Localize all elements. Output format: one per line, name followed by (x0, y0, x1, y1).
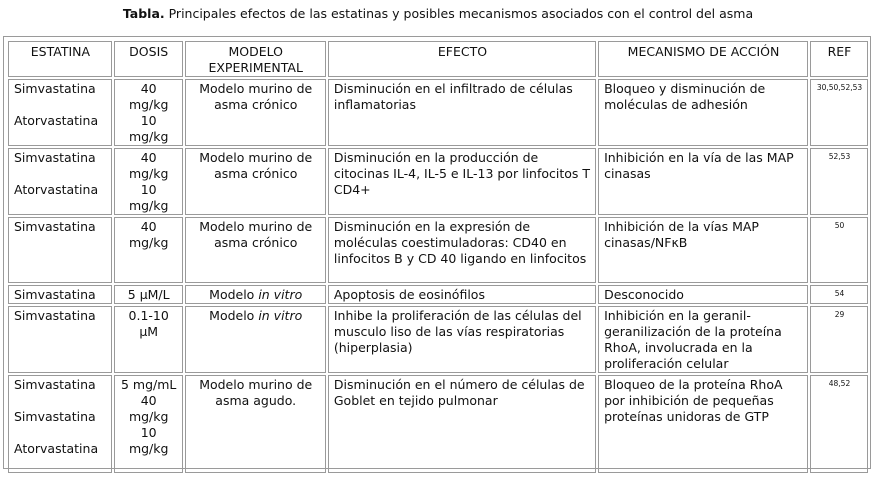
row5-dosis: 0.1-10 μM (114, 306, 183, 373)
table-caption (0, 6, 876, 21)
caption-label: Tabla. (122, 6, 165, 21)
row4-estatina: Simvastatina (8, 285, 112, 304)
row6-dosis (114, 375, 183, 473)
row1-estatina-a: Simvastatina (14, 81, 96, 96)
row2-dosis-b: 10 mg/kg (128, 182, 169, 213)
row4-dosis: 5 μM/L (114, 285, 183, 304)
row3-efecto: Disminución en la expresión de moléculas coestimuladoras: CD40 en linfocitos B y CD 40 ligando en linfocitos (328, 217, 596, 283)
row3-ref: 50 (810, 217, 868, 283)
table-row (8, 375, 868, 473)
row1-dosis (114, 79, 183, 146)
row5-modelo-pre: Modelo (209, 308, 259, 323)
row6-estatina-a: Simvastatina (14, 377, 96, 392)
table-row (8, 285, 868, 304)
table-row (8, 306, 868, 373)
row2-dosis-a: 40 mg/kg (128, 150, 169, 181)
row2-modelo: Modelo murino de asma crónico (185, 148, 326, 215)
row5-estatina: Simvastatina (8, 306, 112, 373)
row6-estatina-c: Atorvastatina (14, 441, 99, 456)
row5-modelo-italic: in vitro (258, 308, 303, 323)
row1-modelo: Modelo murino de asma crónico (185, 79, 326, 146)
row6-ref: 48,52 (810, 375, 868, 473)
row6-mecanismo: Bloqueo de la proteína RhoA por inhibición de pequeñas proteínas unidoras de GTP (598, 375, 808, 473)
header-efecto: EFECTO (328, 41, 596, 77)
row5-efecto: Inhibe la proliferación de las células del musculo liso de las vías respiratorias (hiperplasia) (328, 306, 596, 373)
table-row (8, 217, 868, 283)
row4-ref: 54 (810, 285, 868, 304)
statins-table (6, 39, 870, 475)
row5-ref: 29 (810, 306, 868, 373)
row6-estatina (8, 375, 112, 473)
row2-estatina (8, 148, 112, 215)
row1-ref: 30,50,52,53 (810, 79, 868, 146)
row6-modelo: Modelo murino de asma agudo. (185, 375, 326, 473)
row3-mecanismo: Inhibición de la vías MAP cinasas/NFκB (598, 217, 808, 283)
header-ref: REF (810, 41, 868, 77)
header-modelo-line2: EXPERIMENTAL (208, 60, 303, 75)
row2-efecto: Disminución en la producción de citocinas IL-4, IL-5 e IL-13 por linfocitos T CD4+ (328, 148, 596, 215)
row6-dosis-a: 5 mg/mL (120, 377, 177, 392)
row6-dosis-c: 10 mg/kg (128, 425, 169, 456)
row5-mecanismo: Inhibición en la geranil-geranilización de la proteína RhoA, involucrada en la proliferación celular (598, 306, 808, 373)
header-row (8, 41, 868, 77)
statins-table-frame (3, 36, 871, 469)
row1-dosis-b: 10 mg/kg (128, 113, 169, 144)
header-dosis: DOSIS (114, 41, 183, 77)
row1-estatina (8, 79, 112, 146)
row6-efecto: Disminución en el número de células de Goblet en tejido pulmonar (328, 375, 596, 473)
header-modelo (185, 41, 326, 77)
row2-ref: 52,53 (810, 148, 868, 215)
row1-estatina-b: Atorvastatina (14, 113, 99, 128)
header-modelo-line1: MODELO (228, 44, 283, 59)
row6-estatina-b: Simvastatina (14, 409, 96, 424)
table-row (8, 79, 868, 146)
header-estatina: ESTATINA (8, 41, 112, 77)
row4-efecto: Apoptosis de eosinófilos (328, 285, 596, 304)
row1-efecto: Disminución en el infiltrado de células inflamatorias (328, 79, 596, 146)
row2-estatina-b: Atorvastatina (14, 182, 99, 197)
row2-estatina-a: Simvastatina (14, 150, 96, 165)
row3-modelo: Modelo murino de asma crónico (185, 217, 326, 283)
row4-modelo (185, 285, 326, 304)
row2-mecanismo: Inhibición en la vía de las MAP cinasas (598, 148, 808, 215)
row6-dosis-b: 40 mg/kg (128, 393, 169, 424)
row4-modelo-italic: in vitro (258, 287, 303, 302)
caption-text: Principales efectos de las estatinas y posibles mecanismos asociados con el control del asma (164, 6, 754, 21)
row1-mecanismo: Bloqueo y disminución de moléculas de adhesión (598, 79, 808, 146)
row2-dosis (114, 148, 183, 215)
row4-mecanismo: Desconocido (598, 285, 808, 304)
row5-modelo (185, 306, 326, 373)
header-mecanismo: MECANISMO DE ACCIÓN (598, 41, 808, 77)
row3-estatina: Simvastatina (8, 217, 112, 283)
row1-dosis-a: 40 mg/kg (128, 81, 169, 112)
table-row (8, 148, 868, 215)
row3-dosis: 40 mg/kg (114, 217, 183, 283)
row4-modelo-pre: Modelo (209, 287, 259, 302)
